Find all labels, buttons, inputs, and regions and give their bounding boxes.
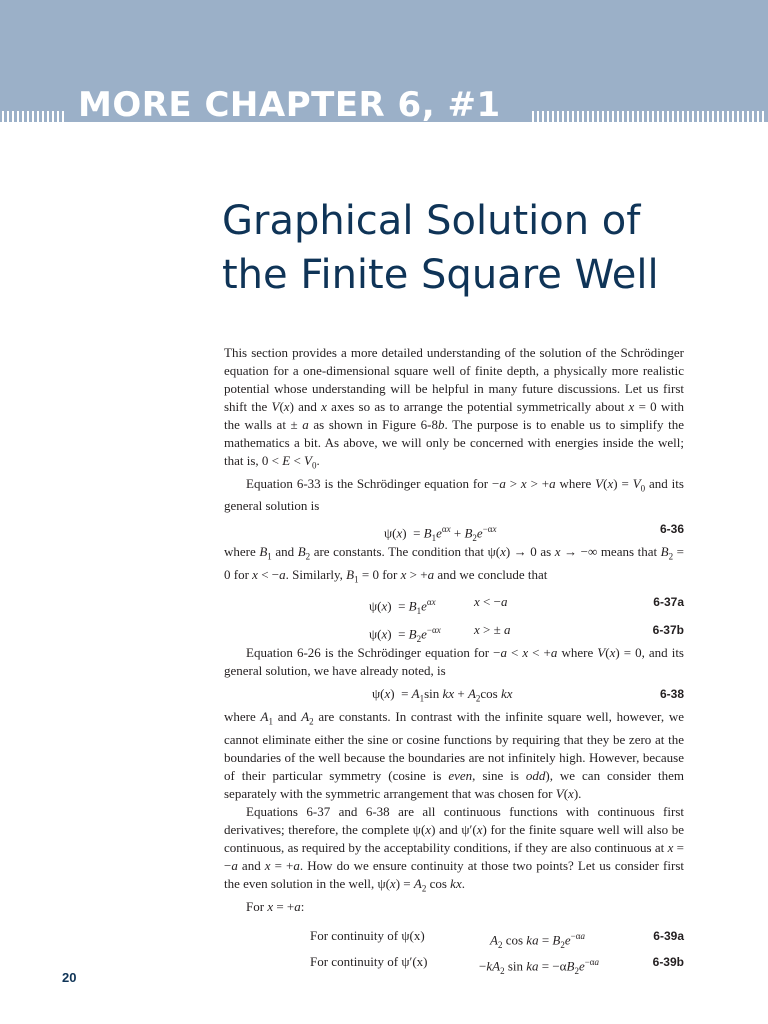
banner-tick bbox=[597, 111, 599, 123]
banner-tick bbox=[562, 111, 564, 123]
paragraph-633: Equation 6-33 is the Schrödinger equation for −a > x > +a where $V(x) = V_0$ and its general solution is bbox=[224, 475, 684, 514]
banner-tick bbox=[692, 111, 694, 123]
equation-6-39b: For continuity of ψ′(x) $-kA_2$ sin ka = $-\alpha B_2e^{-\alpha a}$ 6-39b bbox=[310, 953, 684, 976]
equation-label: For continuity of ψ(x) bbox=[310, 927, 425, 943]
banner-tick bbox=[577, 111, 579, 123]
banner-ticks-left bbox=[0, 111, 68, 123]
banner-tick bbox=[612, 111, 614, 123]
banner-tick bbox=[542, 111, 544, 123]
equation-label: For continuity of ψ′(x) bbox=[310, 953, 428, 969]
banner-tick bbox=[732, 111, 734, 123]
banner-tick bbox=[672, 111, 674, 123]
equation-number: 6-37b bbox=[652, 623, 684, 638]
banner-tick bbox=[557, 111, 559, 123]
banner-tick bbox=[757, 111, 759, 123]
banner-tick bbox=[552, 111, 554, 123]
banner-tick bbox=[547, 111, 549, 123]
banner-tick bbox=[737, 111, 739, 123]
banner-tick bbox=[62, 111, 64, 123]
banner-tick bbox=[12, 111, 14, 123]
banner-tick bbox=[637, 111, 639, 123]
banner-tick bbox=[717, 111, 719, 123]
banner-tick bbox=[7, 111, 9, 123]
equation-6-39a: For continuity of ψ(x) $A_2$ cos ka = $B_2e^{-\alpha a}$ 6-39a bbox=[310, 927, 684, 950]
page-number: 20 bbox=[62, 970, 77, 985]
banner-tick bbox=[32, 111, 34, 123]
equation-number: 6-38 bbox=[659, 687, 684, 702]
paragraph-intro: This section provides a more detailed understanding of the solution of the Schrödinger equation for a one-dimensional square well of finite depth, a physically more realistic potential whose understanding will be helpful in many future discussions. Let us first shift the V(x) and x axes so as to arrange the potential symmetrically about x = 0 with the walls at ± a as shown in Figure 6-8b. The purpose is to enable us to simplify the mathematics a bit. As above, we will only be concerned with energies inside the well; that is, $0 < E < V_0$. bbox=[224, 345, 684, 471]
paragraph-for-x: For x = +a: bbox=[246, 898, 305, 914]
equation-number: 6-36 bbox=[659, 522, 684, 537]
chapter-banner bbox=[0, 0, 768, 125]
banner-tick bbox=[752, 111, 754, 123]
banner-tick bbox=[652, 111, 654, 123]
banner-tick bbox=[747, 111, 749, 123]
banner-tick bbox=[697, 111, 699, 123]
banner-tick bbox=[667, 111, 669, 123]
equation-6-37b: $\psi(x) = B_2e^{-\alpha x}$ x > ± a 6-37b bbox=[369, 622, 684, 645]
equation-6-36: $\psi(x) = B_1e^{\alpha x} + B_2e^{-\alpha x}$ 6-36 bbox=[384, 522, 684, 544]
equation-number: 6-39b bbox=[652, 954, 684, 969]
banner-tick bbox=[662, 111, 664, 123]
banner-tick bbox=[532, 111, 534, 123]
paragraph-constants-a: where $A_1$ and $A_2$ are constants. In contrast with the infinite square well, however, we cannot eliminate either the sine or cosine functions by requiring that they be zero at the boundaries of the well because the boundaries are not infinitely high. However, because of their particular symmetry (cosine is even, sine is odd), we can consider them separately with the symmetric arrangement that was chosen for V(x). bbox=[224, 709, 684, 801]
banner-tick bbox=[687, 111, 689, 123]
paragraph-constants-b: where $B_1$ and $B_2$ are constants. The condition that ψ(x) → 0 as x → −∞ means that $B_2 = 0$ for x < −a. Similarly, $B_1 = 0$ for x > +a and we conclude that bbox=[224, 544, 684, 585]
banner-tick bbox=[47, 111, 49, 123]
banner-tick bbox=[592, 111, 594, 123]
banner-tick bbox=[682, 111, 684, 123]
equation-number: 6-37a bbox=[653, 595, 684, 610]
banner-tick bbox=[52, 111, 54, 123]
paragraph-626: Equation 6-26 is the Schrödinger equation for −a < x < +a where V(x) = 0, and its general solution, we have already noted, is bbox=[224, 645, 684, 679]
banner-tick bbox=[567, 111, 569, 123]
banner-tick bbox=[587, 111, 589, 123]
banner-ticks-right bbox=[530, 111, 768, 123]
banner-tick bbox=[632, 111, 634, 123]
banner-tick bbox=[702, 111, 704, 123]
banner-tick bbox=[37, 111, 39, 123]
title-line-2: the Finite Square Well bbox=[222, 252, 659, 298]
banner-tick bbox=[712, 111, 714, 123]
banner-tick bbox=[707, 111, 709, 123]
banner-tick bbox=[582, 111, 584, 123]
banner-tick bbox=[722, 111, 724, 123]
equation-number: 6-39a bbox=[653, 928, 684, 943]
banner-tick bbox=[572, 111, 574, 123]
equation-6-37a: $\psi(x) = B_1e^{\alpha x}$ x < −a 6-37a bbox=[369, 594, 684, 617]
banner-tick bbox=[57, 111, 59, 123]
banner-tick bbox=[657, 111, 659, 123]
banner-tick bbox=[677, 111, 679, 123]
equation-6-38: $\psi(x) = A_1\sin$ kx + $A_2\cos$ kx 6-38 bbox=[372, 686, 684, 704]
banner-tick bbox=[617, 111, 619, 123]
title-line-1: Graphical Solution of bbox=[222, 198, 641, 244]
banner-tick bbox=[622, 111, 624, 123]
banner-tick bbox=[42, 111, 44, 123]
banner-tick bbox=[607, 111, 609, 123]
banner-tick bbox=[647, 111, 649, 123]
chapter-label: MORE CHAPTER 6, #1 bbox=[78, 85, 501, 125]
page-title bbox=[222, 194, 742, 302]
article-body bbox=[224, 344, 684, 974]
banner-tick bbox=[627, 111, 629, 123]
banner-tick bbox=[17, 111, 19, 123]
banner-tick bbox=[537, 111, 539, 123]
banner-tick bbox=[762, 111, 764, 123]
banner-tick bbox=[2, 111, 4, 123]
banner-tick bbox=[602, 111, 604, 123]
banner-tick bbox=[742, 111, 744, 123]
banner-tick bbox=[727, 111, 729, 123]
banner-tick bbox=[642, 111, 644, 123]
paragraph-continuity: Equations 6-37 and 6-38 are all continuous functions with continuous first derivatives; therefore, the complete ψ(x) and ψ′(x) for the finite square well will also be continuous, as required by the acceptability conditions, if they are also continuous at x = −a and x = +a. How do we ensure continuity at those two points? Let us consider first the even solution in the well, $\psi(x) = A_2$ cos kx. bbox=[224, 803, 684, 894]
banner-tick bbox=[27, 111, 29, 123]
banner-tick bbox=[22, 111, 24, 123]
